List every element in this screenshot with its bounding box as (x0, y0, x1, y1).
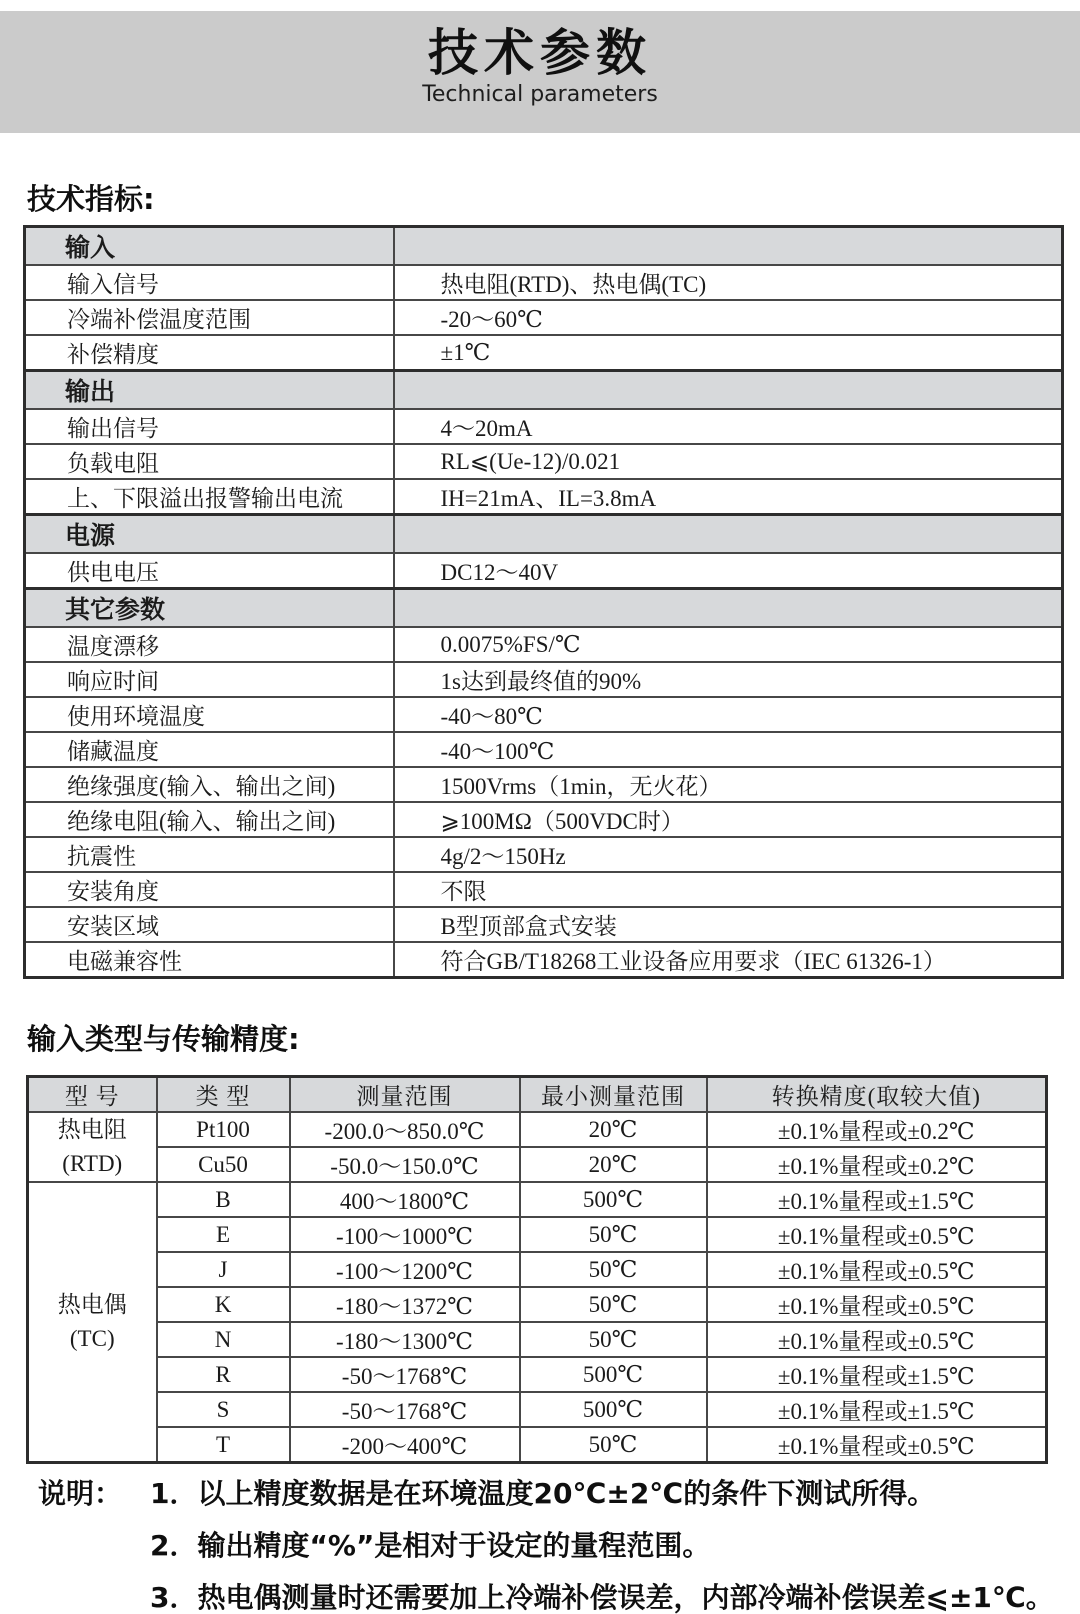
accuracy-type-cell: E (157, 1217, 290, 1252)
accuracy-minrange-cell: 50℃ (520, 1427, 707, 1463)
note-item: 2．输出精度“%”是相对于设定的量程范围。 (150, 1529, 711, 1562)
spec-label-cell: 储藏温度 (25, 732, 394, 767)
spec-value-cell: IH=21mA、IL=3.8mA (394, 479, 1063, 515)
accuracy-precision-cell: ±0.1%量程或±0.5℃ (707, 1427, 1047, 1463)
spec-label-cell: 补偿精度 (25, 335, 394, 371)
spec-item-row (25, 627, 1063, 662)
spec-value-cell: 1500Vrms（1min，无火花） (394, 767, 1063, 802)
accuracy-row (28, 1287, 1047, 1322)
accuracy-model-line: (TC) (69, 1326, 115, 1351)
notes-items (150, 1479, 1080, 1613)
spec-item-row (25, 942, 1063, 978)
spec-label-cell: 绝缘电阻(输入、输出之间) (25, 802, 394, 837)
spec-label-cell: 冷端补偿温度范围 (25, 300, 394, 335)
accuracy-head-row (28, 1077, 1047, 1113)
notes-label: 说明： (38, 1477, 123, 1510)
spec-label-cell: 输出 (25, 371, 394, 410)
accuracy-minrange-cell: 50℃ (520, 1287, 707, 1322)
spec-item-row (25, 837, 1063, 872)
spec-label-cell: 供电电压 (25, 553, 394, 589)
accuracy-section-heading: 输入类型与传输精度: (27, 1022, 300, 1056)
spec-value-cell: 热电阻(RTD)、热电偶(TC) (394, 265, 1063, 300)
accuracy-row (28, 1322, 1047, 1357)
spec-value-cell (394, 371, 1063, 410)
spec-item-row (25, 802, 1063, 837)
spec-label-cell: 使用环境温度 (25, 697, 394, 732)
spec-label-cell: 上、下限溢出报警输出电流 (25, 479, 394, 515)
spec-table (23, 225, 1064, 979)
spec-table-body (25, 227, 1063, 978)
spec-value-cell: 不限 (394, 872, 1063, 907)
accuracy-type-cell: J (157, 1252, 290, 1287)
accuracy-type-cell: K (157, 1287, 290, 1322)
spec-label-cell: 输出信号 (25, 409, 394, 444)
spec-value-cell: ±1℃ (394, 335, 1063, 371)
notes-row (38, 1479, 1080, 1613)
accuracy-header-cell: 型 号 (28, 1077, 157, 1113)
spec-label-cell: 输入 (25, 227, 394, 266)
spec-value-cell: 0.0075%FS/℃ (394, 627, 1063, 662)
accuracy-row (28, 1182, 1047, 1217)
spec-label-cell: 温度漂移 (25, 627, 394, 662)
spec-item-row (25, 767, 1063, 802)
accuracy-range-cell: -50～1768℃ (290, 1357, 520, 1392)
spec-value-cell: 符合GB/T18268工业设备应用要求（IEC 61326-1） (394, 942, 1063, 978)
accuracy-type-cell: R (157, 1357, 290, 1392)
accuracy-range-cell: -200～400℃ (290, 1427, 520, 1463)
spec-value-cell: DC12～40V (394, 553, 1063, 589)
accuracy-minrange-cell: 50℃ (520, 1217, 707, 1252)
accuracy-precision-cell: ±0.1%量程或±0.2℃ (707, 1112, 1047, 1147)
spec-section-heading: 技术指标: (27, 182, 155, 216)
page-title: 技术参数 (428, 24, 652, 82)
accuracy-row (28, 1252, 1047, 1287)
spec-label-cell: 电磁兼容性 (25, 942, 394, 978)
accuracy-row (28, 1147, 1047, 1182)
accuracy-minrange-cell: 500℃ (520, 1357, 707, 1392)
spec-item-row (25, 479, 1063, 515)
accuracy-row (28, 1427, 1047, 1463)
accuracy-minrange-cell: 50℃ (520, 1252, 707, 1287)
spec-value-cell: -40～100℃ (394, 732, 1063, 767)
accuracy-precision-cell: ±0.1%量程或±0.5℃ (707, 1217, 1047, 1252)
accuracy-range-cell: -50.0～150.0℃ (290, 1147, 520, 1182)
spec-item-row (25, 409, 1063, 444)
note-item: 1．以上精度数据是在环境温度20℃±2℃的条件下测试所得。 (150, 1477, 936, 1510)
spec-section-row (25, 515, 1063, 554)
spec-value-cell: B型顶部盒式安装 (394, 907, 1063, 942)
accuracy-header-cell: 转换精度(取较大值) (707, 1077, 1047, 1113)
accuracy-type-cell: T (157, 1427, 290, 1463)
spec-label-cell: 安装区域 (25, 907, 394, 942)
spec-value-cell: -40～80℃ (394, 697, 1063, 732)
accuracy-precision-cell: ±0.1%量程或±0.5℃ (707, 1252, 1047, 1287)
accuracy-precision-cell: ±0.1%量程或±0.5℃ (707, 1287, 1047, 1322)
accuracy-model-cell (28, 1112, 157, 1182)
spec-item-row (25, 553, 1063, 589)
spec-value-cell (394, 227, 1063, 266)
spec-value-cell: RL⩽(Ue-12)/0.021 (394, 444, 1063, 479)
accuracy-precision-cell: ±0.1%量程或±0.5℃ (707, 1322, 1047, 1357)
accuracy-precision-cell: ±0.1%量程或±1.5℃ (707, 1392, 1047, 1427)
accuracy-model-line: 热电阻 (57, 1117, 127, 1142)
accuracy-table-body (28, 1112, 1047, 1463)
spec-section-row (25, 227, 1063, 266)
accuracy-range-cell: -50～1768℃ (290, 1392, 520, 1427)
spec-item-row (25, 697, 1063, 732)
accuracy-row (28, 1112, 1047, 1147)
accuracy-header-cell: 测量范围 (290, 1077, 520, 1113)
spec-label-cell: 抗震性 (25, 837, 394, 872)
spec-label-cell: 安装角度 (25, 872, 394, 907)
accuracy-precision-cell: ±0.1%量程或±1.5℃ (707, 1357, 1047, 1392)
spec-item-row (25, 444, 1063, 479)
accuracy-minrange-cell: 20℃ (520, 1112, 707, 1147)
accuracy-model-line: (RTD) (62, 1151, 123, 1176)
accuracy-minrange-cell: 500℃ (520, 1392, 707, 1427)
spec-value-cell: ⩾100MΩ（500VDC时） (394, 802, 1063, 837)
spec-item-row (25, 662, 1063, 697)
spec-label-cell: 其它参数 (25, 589, 394, 628)
notes (38, 1479, 1080, 1613)
spec-value-cell: -20～60℃ (394, 300, 1063, 335)
spec-value-cell: 4～20mA (394, 409, 1063, 444)
spec-label-cell: 响应时间 (25, 662, 394, 697)
spec-label-cell: 电源 (25, 515, 394, 554)
accuracy-table (26, 1075, 1048, 1464)
spec-item-row (25, 265, 1063, 300)
note-item: 3．热电偶测量时还需要加上冷端补偿误差，内部冷端补偿误差⩽±1℃。 (150, 1581, 1054, 1614)
accuracy-minrange-cell: 20℃ (520, 1147, 707, 1182)
accuracy-row (28, 1392, 1047, 1427)
accuracy-type-cell: S (157, 1392, 290, 1427)
accuracy-header-cell: 类 型 (157, 1077, 290, 1113)
spec-section-row (25, 371, 1063, 410)
spec-item-row (25, 872, 1063, 907)
accuracy-range-cell: -100～1000℃ (290, 1217, 520, 1252)
title-band (0, 11, 1080, 133)
accuracy-type-cell: N (157, 1322, 290, 1357)
accuracy-range-cell: -180～1372℃ (290, 1287, 520, 1322)
spec-label-cell: 输入信号 (25, 265, 394, 300)
accuracy-precision-cell: ±0.1%量程或±1.5℃ (707, 1182, 1047, 1217)
accuracy-range-cell: -180～1300℃ (290, 1322, 520, 1357)
accuracy-range-cell: -100～1200℃ (290, 1252, 520, 1287)
accuracy-precision-cell: ±0.1%量程或±0.2℃ (707, 1147, 1047, 1182)
spec-value-cell (394, 589, 1063, 628)
spec-section-row (25, 589, 1063, 628)
accuracy-header-cell: 最小测量范围 (520, 1077, 707, 1113)
accuracy-type-cell: Cu50 (157, 1147, 290, 1182)
accuracy-type-cell: Pt100 (157, 1112, 290, 1147)
accuracy-model-cell (28, 1182, 157, 1463)
spec-value-cell (394, 515, 1063, 554)
accuracy-range-cell: 400～1800℃ (290, 1182, 520, 1217)
accuracy-row (28, 1217, 1047, 1252)
spec-item-row (25, 907, 1063, 942)
page-subtitle: Technical parameters (422, 82, 658, 107)
accuracy-type-cell: B (157, 1182, 290, 1217)
accuracy-row (28, 1357, 1047, 1392)
accuracy-minrange-cell: 50℃ (520, 1322, 707, 1357)
accuracy-minrange-cell: 500℃ (520, 1182, 707, 1217)
spec-item-row (25, 300, 1063, 335)
accuracy-range-cell: -200.0～850.0℃ (290, 1112, 520, 1147)
spec-label-cell: 负载电阻 (25, 444, 394, 479)
spec-value-cell: 4g/2～150Hz (394, 837, 1063, 872)
spec-label-cell: 绝缘强度(输入、输出之间) (25, 767, 394, 802)
accuracy-model-line: 热电偶 (57, 1292, 127, 1317)
spec-item-row (25, 732, 1063, 767)
spec-value-cell: 1s达到最终值的90% (394, 662, 1063, 697)
spec-item-row (25, 335, 1063, 371)
